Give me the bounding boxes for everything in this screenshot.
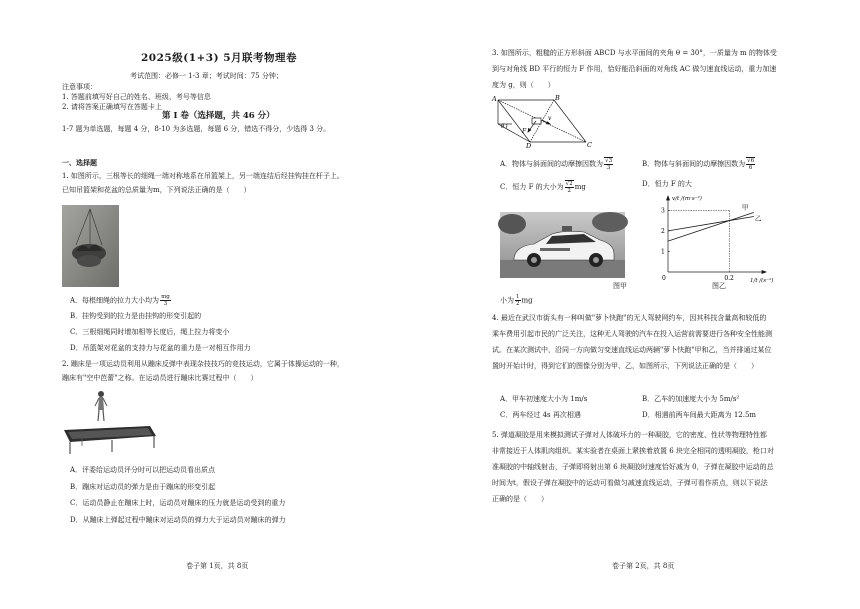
q1-a-fraction: $\frac{mg}{3}$ <box>161 294 170 307</box>
q4-option-a[interactable]: A．甲车初速度大小为 1m/s <box>500 395 588 403</box>
q5-line5: 正确的是（ ） <box>492 495 548 503</box>
q5-line4: 时间为t，假设子弹在凝胶中的运动可看做匀减速直线运动，子弹可看作质点，则以下说法 <box>492 479 768 487</box>
exam-title: 2025级(1+3) 5月联考物理卷 <box>141 52 298 64</box>
q2-line1: 2. 蹦床是一项运动员利用从蹦床反弹中表现杂技技巧的竞技运动，它属于体操运动的一种， <box>62 360 344 368</box>
q1-option-a[interactable]: A．每根细绳的拉力大小均为 $\frac{mg}{3}$ <box>70 294 170 307</box>
q2-option-d[interactable]: D．从蹦床上弹起过程中蹦床对运动员的弹力大于运动员对蹦床的弹力 <box>70 516 286 524</box>
q5-line3: 准凝胶的中轴线射击，子弹即将射出第 6 块凝胶时速度恰好减为 0，子弹在凝胶中运动的总 <box>492 463 774 471</box>
q3-option-d[interactable]: D．恒力 F 的大 <box>642 180 692 188</box>
q2-option-c[interactable]: C．运动员静止在蹦床上时，运动员对蹦床的压力就是运动受到的重力 <box>70 499 286 507</box>
q3-option-a[interactable]: A．物体与斜面间的动摩擦因数为 $\frac{√3}{3}$ <box>500 158 613 171</box>
notice-2: 2. 请将答案正确填写在答题卡上 <box>62 103 162 111</box>
q3-d-fraction: $\frac{1}{2}$ <box>516 294 520 307</box>
q1-option-c[interactable]: C．三根细绳同时增加相等长度后，绳上拉力将变小 <box>70 328 230 336</box>
q4-line2: 乘车费用引起市民的广泛关注，这种无人驾驶的汽车在投入运营前需要进行各种安全性能测 <box>492 330 772 338</box>
x-tick-label-0.2: 0.2 <box>724 275 734 282</box>
series-line-jia <box>668 212 754 241</box>
velocity-graph <box>648 190 774 290</box>
robotaxi-car-photo <box>500 212 625 278</box>
y-tick-label-1: 1 <box>661 248 665 256</box>
q3-label-d: D <box>526 142 532 150</box>
y-tick-label-2: 2 <box>661 227 665 235</box>
q5-line2: 非常接近于人体肌肉组织。某实验者在桌面上紧挨着放置 6 块完全相同的透明凝胶，枪口对 <box>492 447 774 455</box>
q4-line4: 置时开始计时，得到它们的图像分别为甲、乙，如图所示，下列说法正确的是（ ） <box>492 362 758 370</box>
q3-incline-figure <box>492 94 602 148</box>
q3-label-v: v <box>548 115 552 122</box>
q3-c-fraction: $\frac{√2}{2}$ <box>565 181 573 194</box>
q3-line1: 3. 如图所示，粗糙的正方形斜面 ABCD 与水平面间的夹角 θ = 30°，一质量为 m 的物体受 <box>492 49 777 57</box>
part-title: 第 I 卷（选择题，共 46 分） <box>162 111 275 121</box>
q2-line2: 蹦床有"空中芭蕾"之称。在运动员进行蹦床比赛过程中（ ） <box>62 374 258 382</box>
q3-label-c: C <box>587 141 592 149</box>
graph-y-axis-label: v/t /(m·s⁻²) <box>672 196 702 202</box>
q3-a-fraction: $\frac{√3}{3}$ <box>605 158 613 171</box>
q3-label-a: A <box>492 95 497 103</box>
q2-option-a[interactable]: A．评委给运动员评分时可以把运动员看出质点 <box>70 466 216 474</box>
exam-info: 考试范围：必修一 1-3 章；考试时间：75 分钟； <box>130 72 283 80</box>
q4-line3: 试。在某次测试中，沿同一方向做匀变速直线运动两辆"萝卜快跑"甲和乙，当并排通过某位 <box>492 346 772 354</box>
notice-heading: 注意事项： <box>62 83 97 91</box>
q3-option-b[interactable]: B．物体与斜面间的动摩擦因数为 $\frac{√6}{6}$ <box>642 158 755 171</box>
graph-caption: 图乙 <box>712 282 726 290</box>
series-label-jia: 甲 <box>741 203 749 212</box>
series-label-yi: 乙 <box>754 214 762 223</box>
q3-line2: 到与对角线 BD 平行的恒力 F 作用，恰好能沿斜面的对角线 AC 做匀速直线运动，重力加速 <box>492 65 777 73</box>
page2-footer: 卷子第 2页，共 8页 <box>612 562 675 570</box>
q2-trampoline-figure <box>62 388 158 458</box>
q4-option-d[interactable]: D．相遇前两车间最大距离为 12.5m <box>642 411 757 419</box>
section-heading: 一、选择题 <box>62 158 97 167</box>
q3-option-d-continued: 小为 $\frac{1}{2}$ mg <box>500 294 533 307</box>
y-axis-arrow <box>667 196 670 200</box>
graph-x-axis-label: 1/t /(s⁻¹) <box>750 278 774 284</box>
part-description: 1-7 题为单选题，每题 4 分，8-10 为多选题，每题 6 分，错选不得分，少选得 3 分。 <box>62 125 331 133</box>
q3-label-f: F <box>522 128 527 135</box>
q1-flower-basket-photo <box>62 205 119 287</box>
q1-option-d[interactable]: D．吊篮架对花盆的支持力与花盆的重力是一对相互作用力 <box>70 344 251 352</box>
q5-line1: 5. 弹道凝胶是用来模拟测试子弹对人体破坏力的一种凝胶，它的密度、性状等物理特性都 <box>492 431 767 439</box>
photo-caption: 图甲 <box>613 282 627 290</box>
series-line-yi <box>668 216 754 230</box>
exam-page-2 <box>430 0 860 609</box>
q3-label-theta: θ <box>501 124 505 130</box>
y-tick-label-3: 3 <box>661 207 665 215</box>
q1-line2: 已知吊篮架和花盆的总质量为m，下列说法正确的是（ ） <box>62 186 251 194</box>
q2-option-b[interactable]: B．蹦床对运动员的弹力是由于蹦床的形变引起 <box>70 483 216 491</box>
q4-line1: 4. 最近在武汉市街头有一种叫做"萝卜快跑"的无人驾驶网约车，因其科技含量高和较低的 <box>492 314 767 322</box>
q3-b-fraction: $\frac{√6}{6}$ <box>747 158 755 171</box>
x-axis-arrow <box>762 271 766 274</box>
page1-footer: 卷子第 1页，共 8页 <box>186 562 249 570</box>
q1-line1: 1. 如图所示，三根等长的细绳一端对称地系在吊篮架上，另一端连结后经挂钩挂在杆子上。 <box>62 172 344 180</box>
q3-line3: 度为 g，则（ ） <box>492 81 555 89</box>
notice-1: 1. 答题前填写好自己的姓名、班级、考号等信息 <box>62 93 211 101</box>
q1-option-b[interactable]: B．挂钩受到的拉力是由挂钩的形变引起的 <box>70 312 202 320</box>
q4-option-c[interactable]: C．两车经过 4s 再次相遇 <box>500 411 581 419</box>
q4-option-b[interactable]: B．乙车的加速度大小为 5m/s² <box>642 395 740 403</box>
x-tick-label-0: 0 <box>662 275 666 282</box>
q3-option-c[interactable]: C．恒力 F 的大小为 $\frac{√2}{2}$ mg <box>500 181 586 194</box>
q3-label-b: B <box>555 94 560 102</box>
